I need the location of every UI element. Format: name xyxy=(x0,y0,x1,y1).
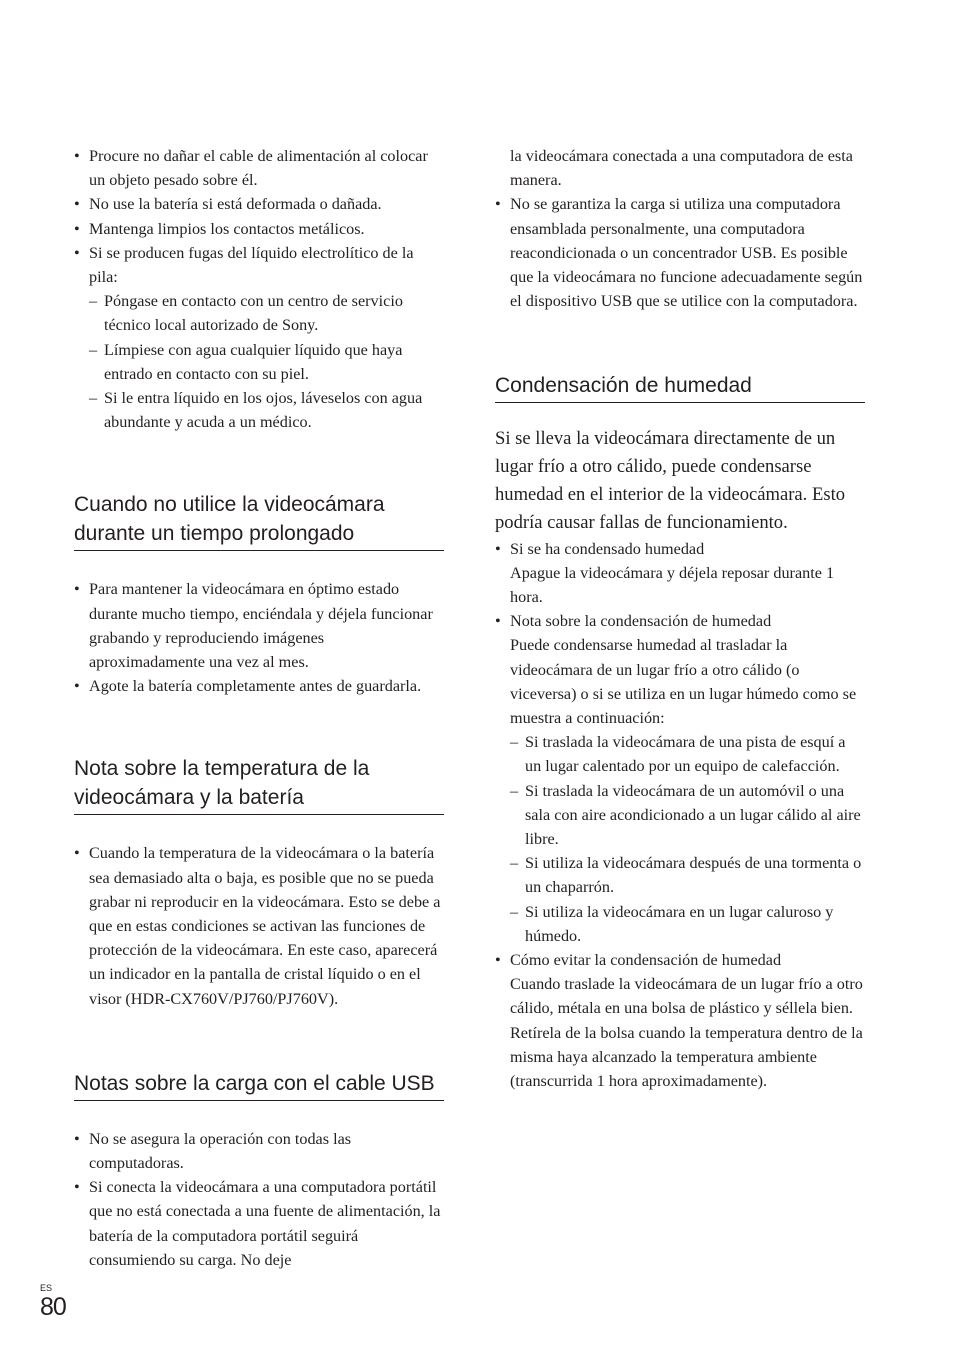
section-heading-unused: Cuando no utilice la videocámara durante un tiempo prolongado xyxy=(74,490,444,551)
temperature-list xyxy=(74,841,444,1010)
usb-continued-list xyxy=(495,144,865,313)
left-column xyxy=(74,144,444,1272)
list-item: • Procure no dañar el cable de alimentación al colocar un objeto pesado sobre él. xyxy=(74,144,444,192)
section-heading-condensation: Condensación de humedad xyxy=(495,371,865,403)
condensation-list xyxy=(495,537,865,1094)
list-item: • Si conecta la videocámara a una computadora portátil que no está conectada a una fuente de alimentación, la batería de la computadora portátil seguirá consumiendo su carga. No deje xyxy=(74,1175,444,1272)
condensation-cases-list xyxy=(510,730,865,948)
item-title: • Nota sobre la condensación de humedad xyxy=(510,612,772,631)
unused-list xyxy=(74,577,444,698)
battery-care-list xyxy=(74,144,444,434)
item-title: • Si se ha condensado humedad xyxy=(510,539,705,558)
list-item xyxy=(495,609,865,948)
item-text: Puede condensarse humedad al trasladar la videocámara de un lugar frío a otro cálido (o viceversa) o si se utiliza en un lugar húmedo como se muestra a continuación: xyxy=(510,636,857,728)
continued-text: la videocámara conectada a una computadora de esta manera. xyxy=(510,147,853,190)
page-footer xyxy=(40,1283,66,1321)
list-item: • No se garantiza la carga si utiliza una computadora ensamblada personalmente, una computadora reacondicionada o un concentrador USB. Es posible que la videocámara no funcione adecuadamente según el dispositivo USB que se utilice con la computadora. xyxy=(495,192,865,313)
list-item: • Agote la batería completamente antes de guardarla. xyxy=(74,674,444,698)
leak-steps-list xyxy=(89,289,444,434)
section-heading-temperature: Nota sobre la temperatura de la videocámara y la batería xyxy=(74,754,444,815)
list-item: – Límpiese con agua cualquier líquido que haya entrado en contacto con su piel. xyxy=(89,338,444,386)
list-item: – Si traslada la videocámara de un automóvil o una sala con aire acondicionado a un lugar cálido al aire libre. xyxy=(510,779,865,852)
item-text: Cuando traslade la videocámara de un lugar frío a otro cálido, métala en una bolsa de plástico y séllela bien. Retírela de la bolsa cuando la temperatura dentro de la misma haya alcanzado la temperatura ambiente (transcurrida 1 hora aproximadamente). xyxy=(510,975,863,1091)
list-item: • No se asegura la operación con todas las computadoras. xyxy=(74,1127,444,1175)
list-item: – Si traslada la videocámara de una pista de esquí a un lugar calentado por un equipo de calefacción. xyxy=(510,730,865,778)
item-title: • Cómo evitar la condensación de humedad xyxy=(510,951,782,970)
list-item: • No use la batería si está deformada o dañada. xyxy=(74,192,444,216)
list-item: – Si utiliza la videocámara en un lugar caluroso y húmedo. xyxy=(510,900,865,948)
list-item xyxy=(495,948,865,1093)
list-item: • Cuando la temperatura de la videocámara o la batería sea demasiado alta o baja, es posible que no se pueda grabar ni reproducir en la videocámara. Esto se debe a que en estas condiciones se activan las funciones de protección de la videocámara. En este caso, aparecerá un indicador en la pantalla de cristal líquido o en el visor (HDR-CX760V/PJ760/PJ760V). xyxy=(74,841,444,1010)
list-item xyxy=(495,537,865,610)
list-item: • Para mantener la videocámara en óptimo estado durante mucho tiempo, enciéndala y déjela funcionar grabando y reproduciendo imágenes aproximadamente una vez al mes. xyxy=(74,577,444,674)
list-item: – Si utiliza la videocámara después de una tormenta o un chaparrón. xyxy=(510,851,865,899)
usb-list xyxy=(74,1127,444,1272)
list-item: – Póngase en contacto con un centro de servicio técnico local autorizado de Sony. xyxy=(89,289,444,337)
list-item: – Si le entra líquido en los ojos, láveselos con agua abundante y acuda a un médico. xyxy=(89,386,444,434)
list-item xyxy=(74,241,444,435)
section-heading-usb: Notas sobre la carga con el cable USB xyxy=(74,1069,444,1101)
right-column xyxy=(495,144,865,1093)
list-item: • Mantenga limpios los contactos metálicos. xyxy=(74,217,444,241)
page-number: 80 xyxy=(40,1293,66,1321)
item-text: Apague la videocámara y déjela reposar durante 1 hora. xyxy=(510,563,835,607)
language-code: ES xyxy=(40,1283,53,1293)
leak-intro: Si se producen fugas del líquido electrolítico de la pila: xyxy=(89,243,414,287)
condensation-intro: Si se lleva la videocámara directamente de un lugar frío a otro cálido, puede condensarse humedad en el interior de la videocámara. Esto podría causar fallas de funcionamiento. xyxy=(495,428,846,533)
